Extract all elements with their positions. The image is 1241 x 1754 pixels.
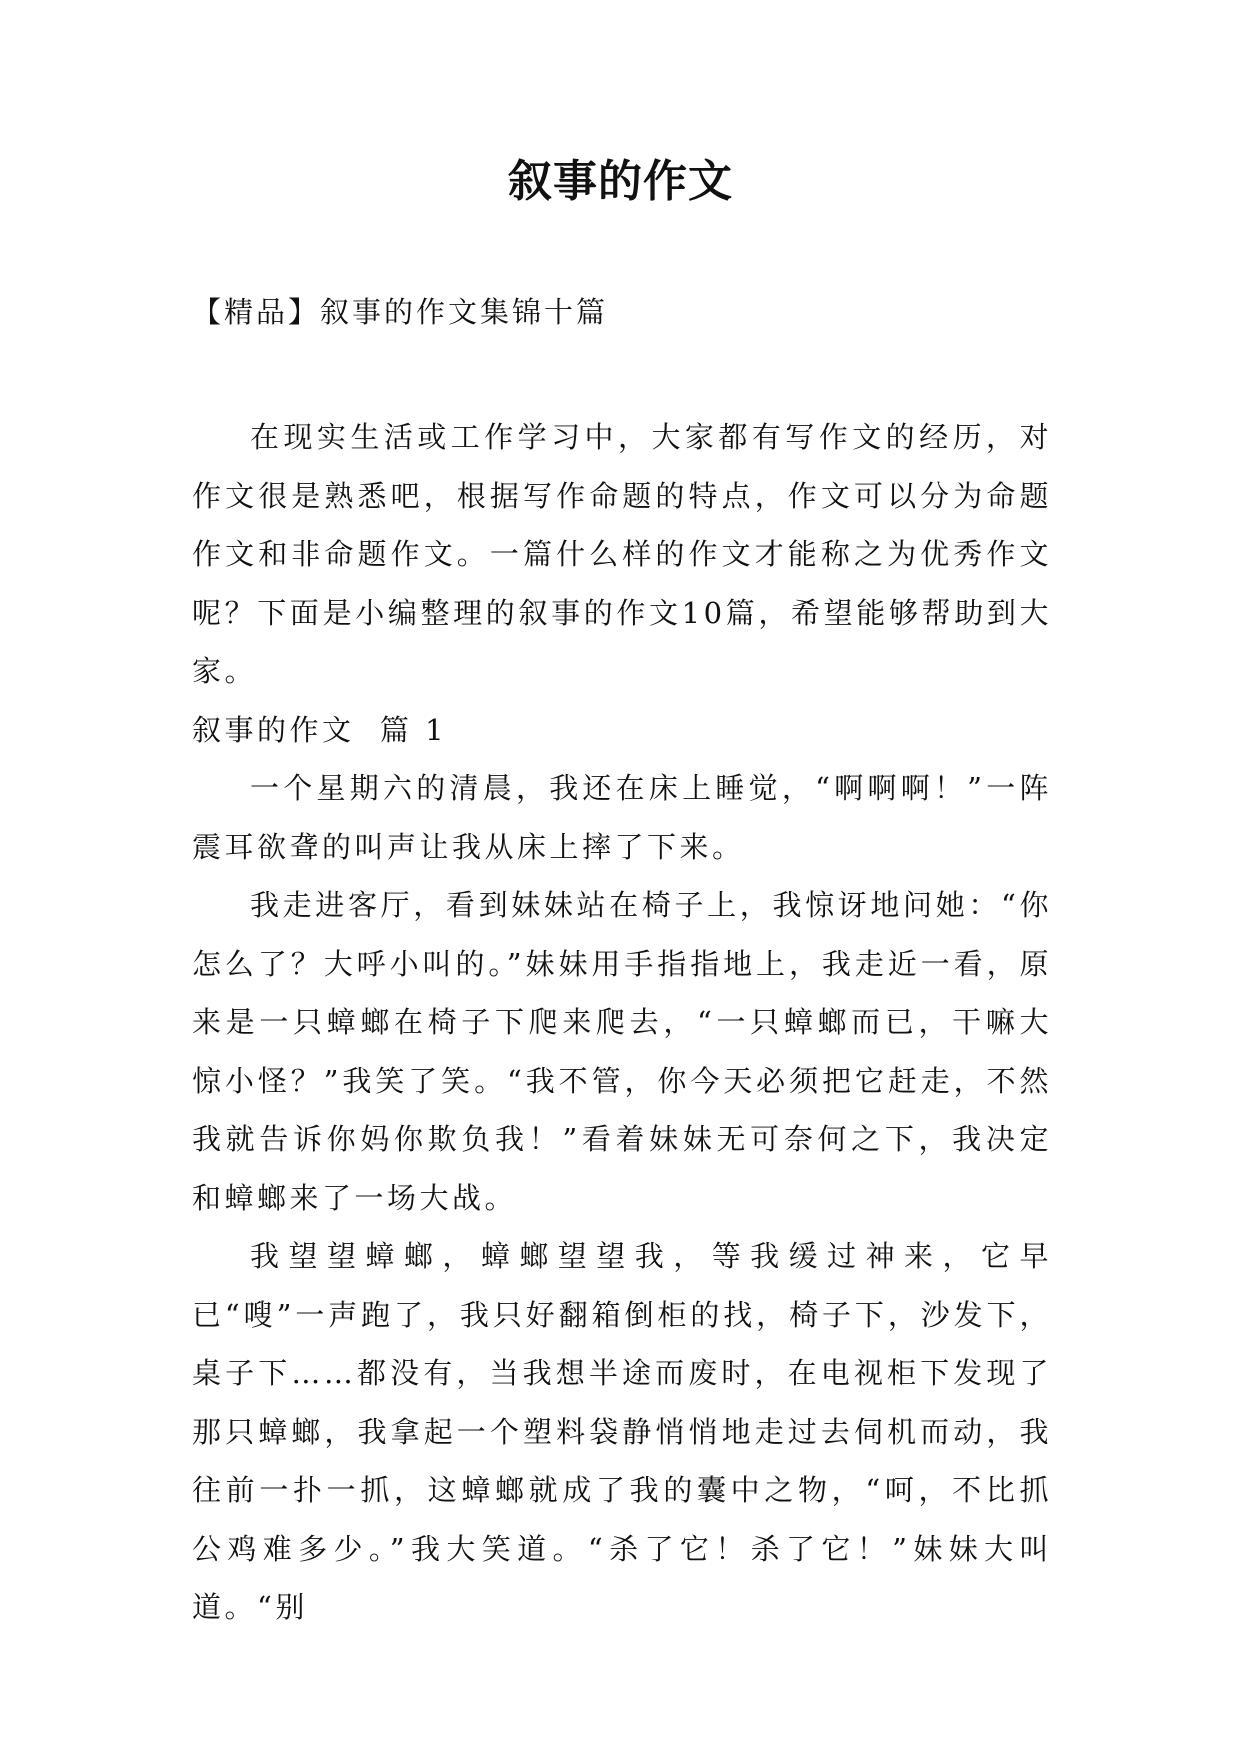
body-paragraph: 我走进客厅，看到妹妹站在椅子上，我惊讶地问她：“你怎么了？大呼小叫的。”妹妹用手指指地上，我走近一看，原来是一只蟑螂在椅子下爬来爬去，“一只蟑螂而已，干嘛大惊小怪？”我笑了笑。“我不管，你今天必须把它赶走，不然我就告诉你妈你欺负我！”看着妹妹无可奈何之下，我决定和蟑螂来了一场大战。	[192, 888, 1052, 1215]
document-subtitle: 【精品】叙事的作文集锦十篇	[192, 295, 609, 329]
intro-paragraph: 在现实生活或工作学习中，大家都有写作文的经历，对作文很是熟悉吧，根据写作命题的特点，作文可以分为命题作文和非命题作文。一篇什么样的作文才能称之为优秀作文呢？下面是小编整理的叙事的作文10篇，希望能够帮助到大家。	[192, 420, 1052, 688]
document-title: 叙事的作文	[508, 156, 733, 207]
body-paragraph: 我望望蟑螂，蟑螂望望我，等我缓过神来，它早已“嗖”一声跑了，我只好翻箱倒柜的找，椅子下，沙发下，桌子下……都没有，当我想半途而废时，在电视柜下发现了那只蟑螂，我拿起一个塑料袋静悄悄地走过去伺机而动，我往前一扑一抓，这蟑螂就成了我的囊中之物，“呵，不比抓公鸡难多少。”我大笑道。“杀了它！杀了它！”妹妹大叫道。“别	[192, 1239, 1052, 1624]
document-body	[192, 408, 1052, 1637]
body-paragraph: 一个星期六的清晨，我还在床上睡觉，“啊啊啊！”一阵震耳欲聋的叫声让我从床上摔了下来。	[192, 771, 1052, 864]
section-heading: 叙事的作文 篇 1	[192, 712, 448, 747]
